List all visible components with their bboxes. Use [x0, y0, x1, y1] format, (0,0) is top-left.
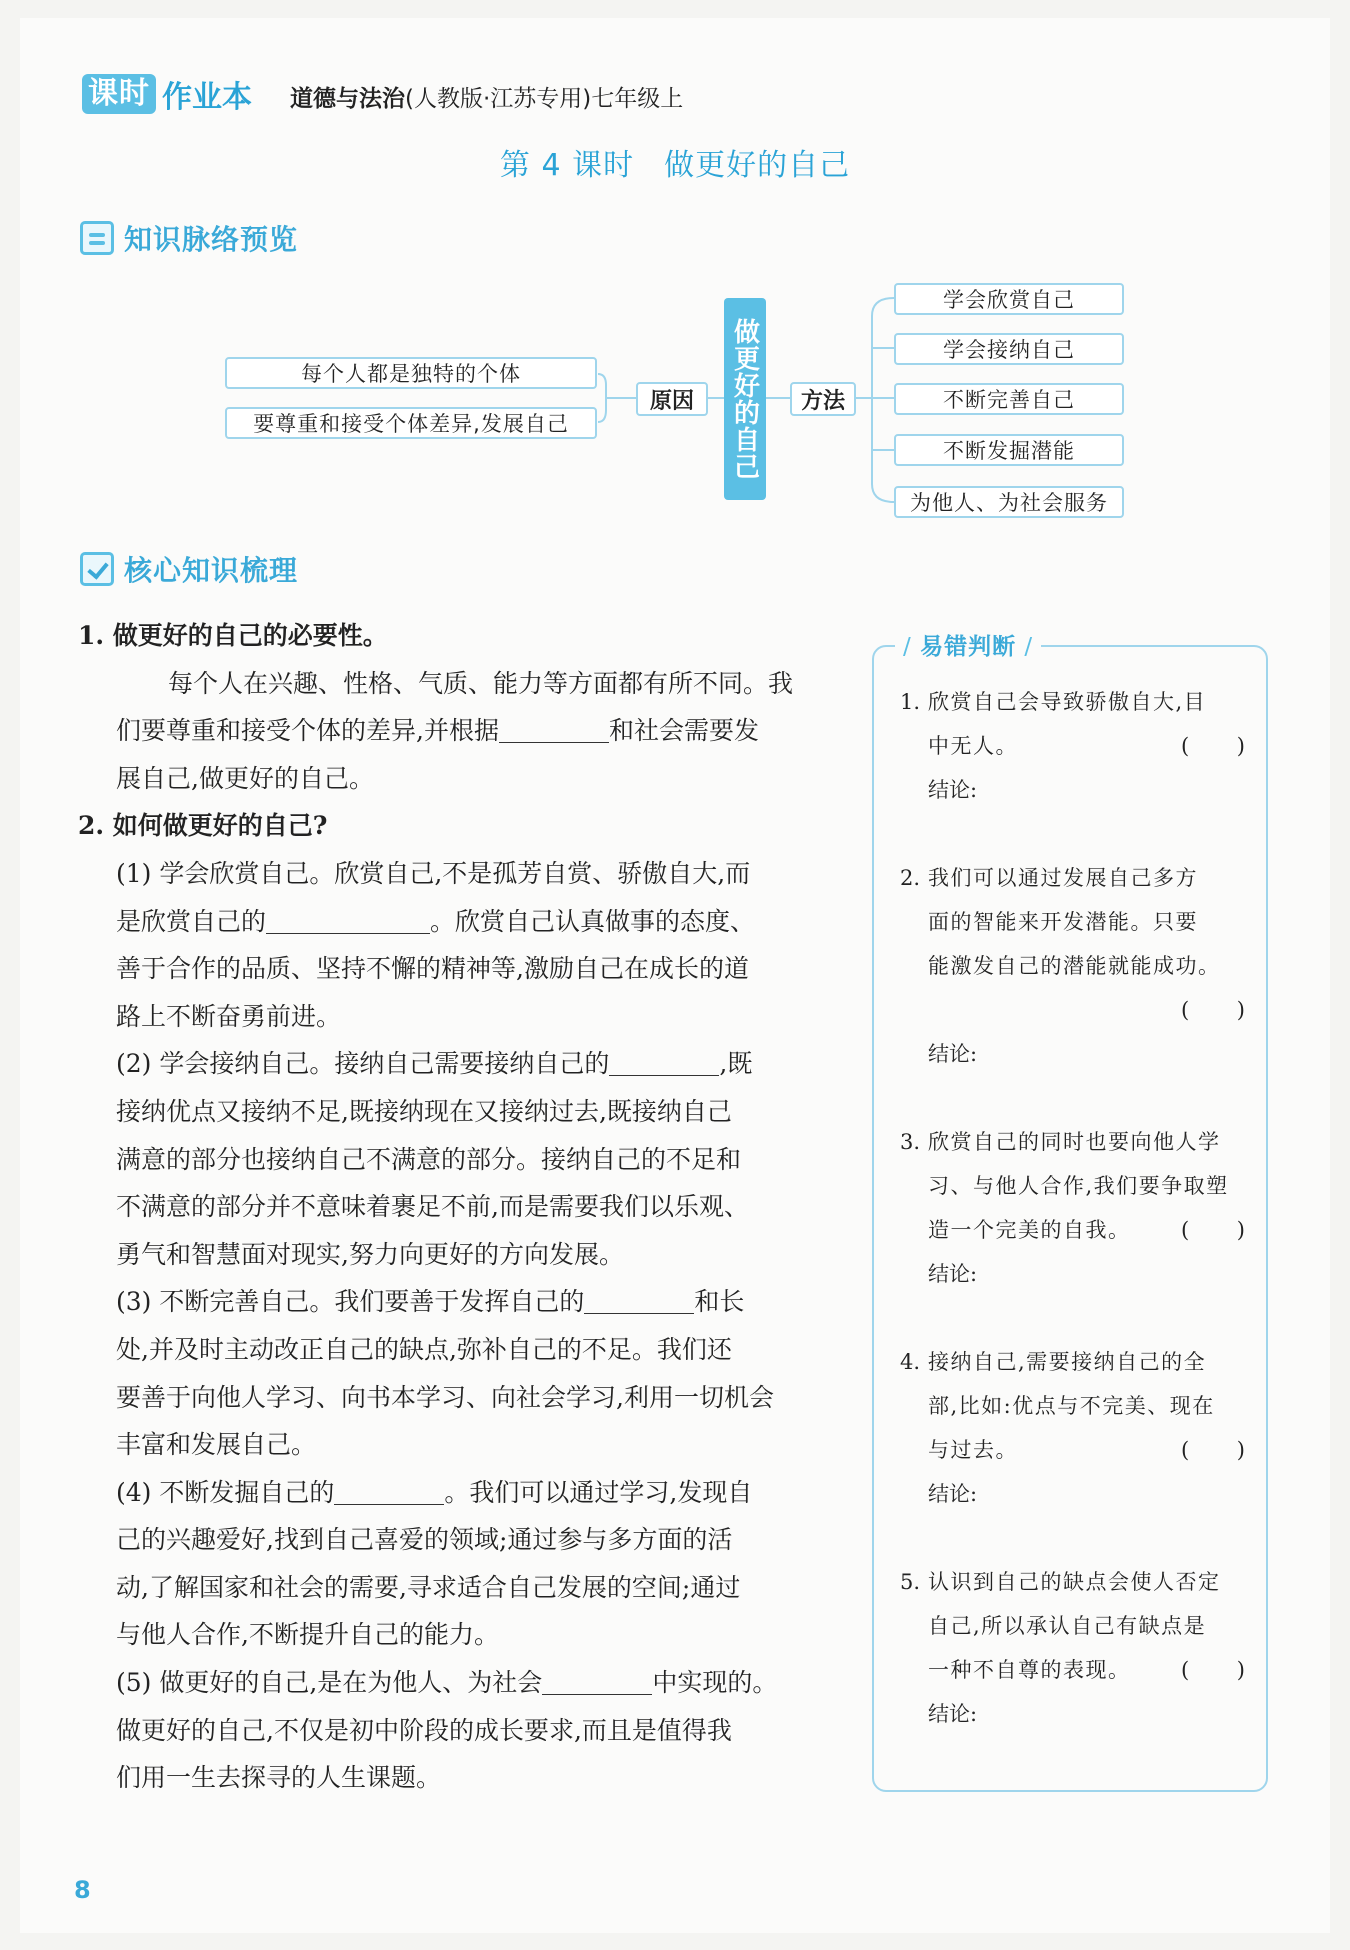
main-content	[78, 612, 838, 1802]
fill-blank[interactable]	[499, 715, 609, 744]
mindmap-connectors	[0, 0, 1350, 560]
p3-line-4: 丰富和发展自己。	[116, 1430, 317, 1460]
conclusion-label: 结论:	[928, 1702, 978, 1726]
question-1-title: 1. 做更好的自己的必要性。	[78, 621, 388, 650]
p2-line-1: (2) 学会接纳自己。接纳自己需要接纳自己的 ,既	[116, 1049, 753, 1079]
p2-line-3: 满意的部分也接纳自己不满意的部分。接纳自己的不足和	[116, 1144, 742, 1174]
p1-line-1: (1) 学会欣赏自己。欣赏自己,不是孤芳自赏、骄傲自大,而	[116, 858, 751, 888]
p2-line-5: 勇气和智慧面对现实,努力向更好的方向发展。	[116, 1239, 624, 1269]
q1-line-3: 展自己,做更好的自己。	[116, 763, 374, 793]
answer-paren[interactable]: ( )	[1181, 1218, 1245, 1242]
fill-blank[interactable]	[266, 905, 430, 934]
q1-line-2: 们要尊重和接受个体的差异,并根据 和社会需要发	[116, 716, 759, 746]
fill-blank[interactable]	[334, 1476, 444, 1505]
answer-paren[interactable]: ( )	[1181, 734, 1245, 758]
p1-line-2: 是欣赏自己的 。欣赏自己认真做事的态度、	[116, 906, 756, 936]
p1-line-3: 善于合作的品质、坚持不懈的精神等,激励自己在成长的道	[116, 954, 749, 984]
conclusion-label: 结论:	[928, 778, 978, 802]
mindmap-method-3: 不断完善自己	[894, 383, 1124, 415]
mindmap-method-4: 不断发掘潜能	[894, 434, 1124, 466]
judgement-item-5: 5. 认识到自己的缺点会使人否定 自己,所以承认自己有缺点是 一种不自尊的表现。 ( ) 结论:	[900, 1560, 1245, 1736]
brand-box: 课时	[82, 74, 156, 114]
mindmap-method-label: 方法	[790, 382, 856, 416]
q1-line-1: 每个人在兴趣、性格、气质、能力等方面都有所不同。我	[168, 668, 794, 698]
p4-line-2: 己的兴趣爱好,找到自己喜爱的领域;通过参与多方面的活	[116, 1525, 733, 1555]
p4-line-4: 与他人合作,不断提升自己的能力。	[116, 1620, 499, 1650]
conclusion-label: 结论:	[928, 1042, 978, 1066]
judgement-item-2: 2. 我们可以通过发展自己多方 面的智能来开发潜能。只要 能激发自己的潜能就能成功。 ( ) 结论:	[900, 856, 1245, 1076]
judgement-item-3: 3. 欣赏自己的同时也要向他人学 习、与他人合作,我们要争取塑 造一个完美的自我。 ( ) 结论:	[900, 1120, 1245, 1296]
p3-line-3: 要善于向他人学习、向书本学习、向社会学习,利用一切机会	[116, 1382, 774, 1412]
section-overview-title: 知识脉络预览	[124, 223, 299, 256]
page-number: 8	[74, 1876, 91, 1904]
p1-line-4: 路上不断奋勇前进。	[116, 1001, 342, 1031]
lesson-name: 做更好的自己	[664, 148, 851, 183]
fill-blank[interactable]	[542, 1667, 652, 1696]
answer-paren[interactable]: ( )	[1181, 998, 1245, 1022]
judgement-item-4: 4. 接纳自己,需要接纳自己的全 部,比如:优点与不完美、现在 与过去。 ( ) 结论:	[900, 1340, 1245, 1516]
section-core	[80, 549, 298, 589]
lesson-number: 第 4 课时	[499, 148, 635, 183]
answer-paren[interactable]: ( )	[1181, 1658, 1245, 1682]
mindmap-reason-label: 原因	[636, 382, 708, 416]
error-judgement-title: / 易错判断 /	[895, 628, 1041, 661]
p3-line-1: (3) 不断完善自己。我们要善于发挥自己的 和长	[116, 1287, 745, 1317]
mindmap-method-2: 学会接纳自己	[894, 333, 1124, 365]
p2-line-4: 不满意的部分并不意味着裹足不前,而是需要我们以乐观、	[116, 1192, 749, 1222]
p5-line-2: 做更好的自己,不仅是初中阶段的成长要求,而且是值得我	[116, 1715, 732, 1745]
subject-edition: (人教版·江苏专用)七年级上	[405, 86, 684, 112]
fill-blank[interactable]	[609, 1048, 719, 1077]
p5-line-3: 们用一生去探寻的人生课题。	[116, 1763, 442, 1793]
mindmap-method-1: 学会欣赏自己	[894, 283, 1124, 315]
fill-blank[interactable]	[584, 1286, 694, 1315]
checkbox-icon	[80, 552, 114, 586]
question-2-title: 2. 如何做更好的自己?	[78, 811, 328, 841]
p2-line-2: 接纳优点又接纳不足,既接纳现在又接纳过去,既接纳自己	[116, 1096, 732, 1126]
mindmap-reason-2: 要尊重和接受个体差异,发展自己	[225, 407, 597, 439]
conclusion-label: 结论:	[928, 1262, 978, 1286]
mindmap-reason-1: 每个人都是独特的个体	[225, 357, 597, 389]
mindmap-method-5: 为他人、为社会服务	[894, 486, 1124, 518]
conclusion-label: 结论:	[928, 1482, 978, 1506]
subject-name: 道德与法治	[290, 86, 405, 112]
brand-name: 作业本	[162, 80, 252, 115]
answer-paren[interactable]: ( )	[1181, 1438, 1245, 1462]
p4-line-3: 动,了解国家和社会的需要,寻求适合自己发展的空间;通过	[116, 1572, 741, 1602]
mindmap-center: 做更好的自己	[724, 298, 766, 500]
p3-line-2: 处,并及时主动改正自己的缺点,弥补自己的不足。我们还	[116, 1334, 732, 1364]
section-core-title: 核心知识梳理	[124, 554, 299, 587]
p4-line-1: (4) 不断发掘自己的 。我们可以通过学习,发现自	[116, 1477, 753, 1507]
p5-line-1: (5) 做更好的自己,是在为他人、为社会 中实现的。	[116, 1668, 778, 1698]
judgement-item-1: 1. 欣赏自己会导致骄傲自大,目 中无人。 ( ) 结论:	[900, 680, 1245, 812]
